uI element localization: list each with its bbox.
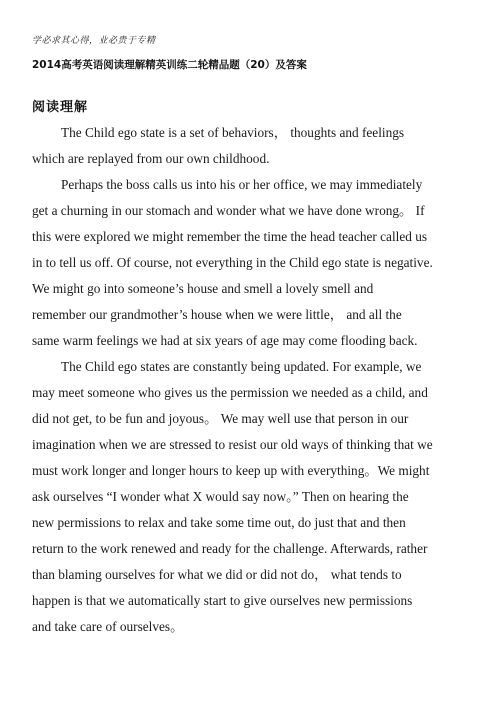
text-line: The Child ego state is a set of behaviors， thoughts and feelings (61, 125, 405, 140)
text-line: return to the work renewed and ready for the challenge. Afterwards, rather (32, 541, 428, 556)
section-heading: 阅读理解 (32, 100, 89, 115)
text-line: happen is that we automatically start to give ourselves new permissions (32, 593, 413, 608)
header-motto: 学必求其心得，业必贵于专精 (32, 36, 156, 46)
text-line: did not get, to be fun and joyous。 We may well use that person in our (32, 411, 409, 426)
text-line: remember our grandmother’s house when we were little， and all the (32, 307, 402, 322)
text-line: in to tell us off. Of course, not everything in the Child ego state is negative. (32, 255, 433, 270)
text-line: and take care of ourselves。 (32, 619, 184, 634)
text-line: this were explored we might remember the time the head teacher called us (32, 229, 428, 244)
text-line: Perhaps the boss calls us into his or her office, we may immediately (61, 177, 423, 192)
text-line: get a churning in our stomach and wonder what we have done wrong。 If (32, 203, 425, 218)
text-line: same warm feelings we had at six years of age may come flooding back. (32, 333, 418, 348)
text-line: may meet someone who gives us the permission we needed as a child, and (32, 385, 428, 400)
text-line: than blaming ourselves for what we did or did not do， what tends to (32, 567, 402, 582)
text-line: which are replayed from our own childhood. (32, 151, 270, 166)
document-title: 2014高考英语阅读理解精英训练二轮精品题（20）及答案 (32, 59, 307, 71)
text-line: imagination when we are stressed to resist our old ways of thinking that we (32, 437, 433, 452)
text-line: ask ourselves “I wonder what X would say now。” Then on hearing the (32, 489, 409, 504)
text-line: The Child ego states are constantly being updated. For example, we (61, 359, 422, 374)
text-line: We might go into someone’s house and smell a lovely smell and (32, 281, 374, 296)
text-line: must work longer and longer hours to keep up with everything。We might (32, 463, 430, 478)
text-line: new permissions to relax and take some time out, do just that and then (32, 515, 406, 530)
